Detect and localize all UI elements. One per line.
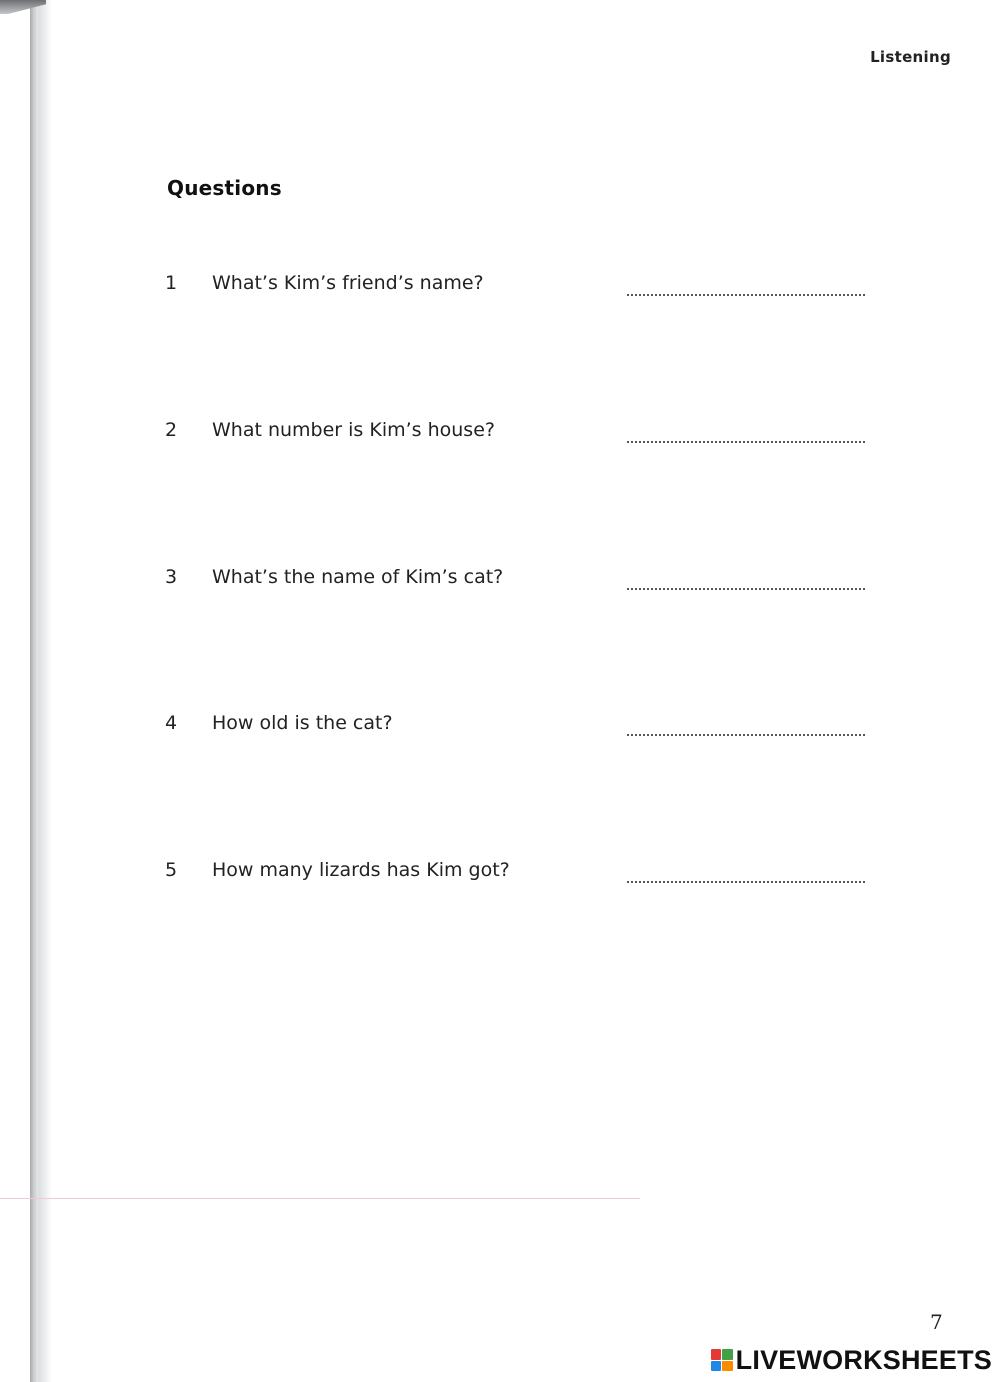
page-number: 7	[930, 1310, 943, 1334]
logo-square-blue	[711, 1361, 722, 1372]
question-text: What’s Kim’s friend’s name?	[212, 272, 484, 294]
logo-square-orange	[722, 1361, 733, 1372]
question-row-1	[0, 272, 1000, 312]
page-binding-shadow	[38, 0, 52, 1382]
page-binding-edge	[30, 0, 38, 1382]
question-row-5	[0, 859, 1000, 899]
question-number: 3	[165, 566, 178, 588]
question-number: 2	[165, 419, 178, 441]
section-label: Listening	[870, 48, 951, 66]
question-number: 5	[165, 859, 178, 881]
question-text: What’s the name of Kim’s cat?	[212, 566, 504, 588]
question-number: 1	[165, 272, 178, 294]
question-text: How old is the cat?	[212, 712, 393, 734]
answer-field-1[interactable]	[627, 294, 865, 296]
question-row-4	[0, 712, 1000, 752]
question-row-2	[0, 419, 1000, 459]
question-text: How many lizards has Kim got?	[212, 859, 510, 881]
answer-field-3[interactable]	[627, 588, 865, 590]
logo-square-red	[711, 1349, 722, 1360]
question-number: 4	[165, 712, 178, 734]
question-text: What number is Kim’s house?	[212, 419, 495, 441]
scan-artifact-line	[0, 1198, 640, 1199]
answer-field-5[interactable]	[627, 881, 865, 883]
page-title: Questions	[167, 176, 282, 200]
answer-field-2[interactable]	[627, 441, 865, 443]
liveworksheets-logo-icon	[711, 1349, 733, 1371]
watermark-text: LIVEWORKSHEETS	[735, 1344, 992, 1375]
logo-square-green	[722, 1349, 733, 1360]
question-row-3	[0, 566, 1000, 606]
liveworksheets-watermark	[711, 1344, 992, 1376]
answer-field-4[interactable]	[627, 734, 865, 736]
